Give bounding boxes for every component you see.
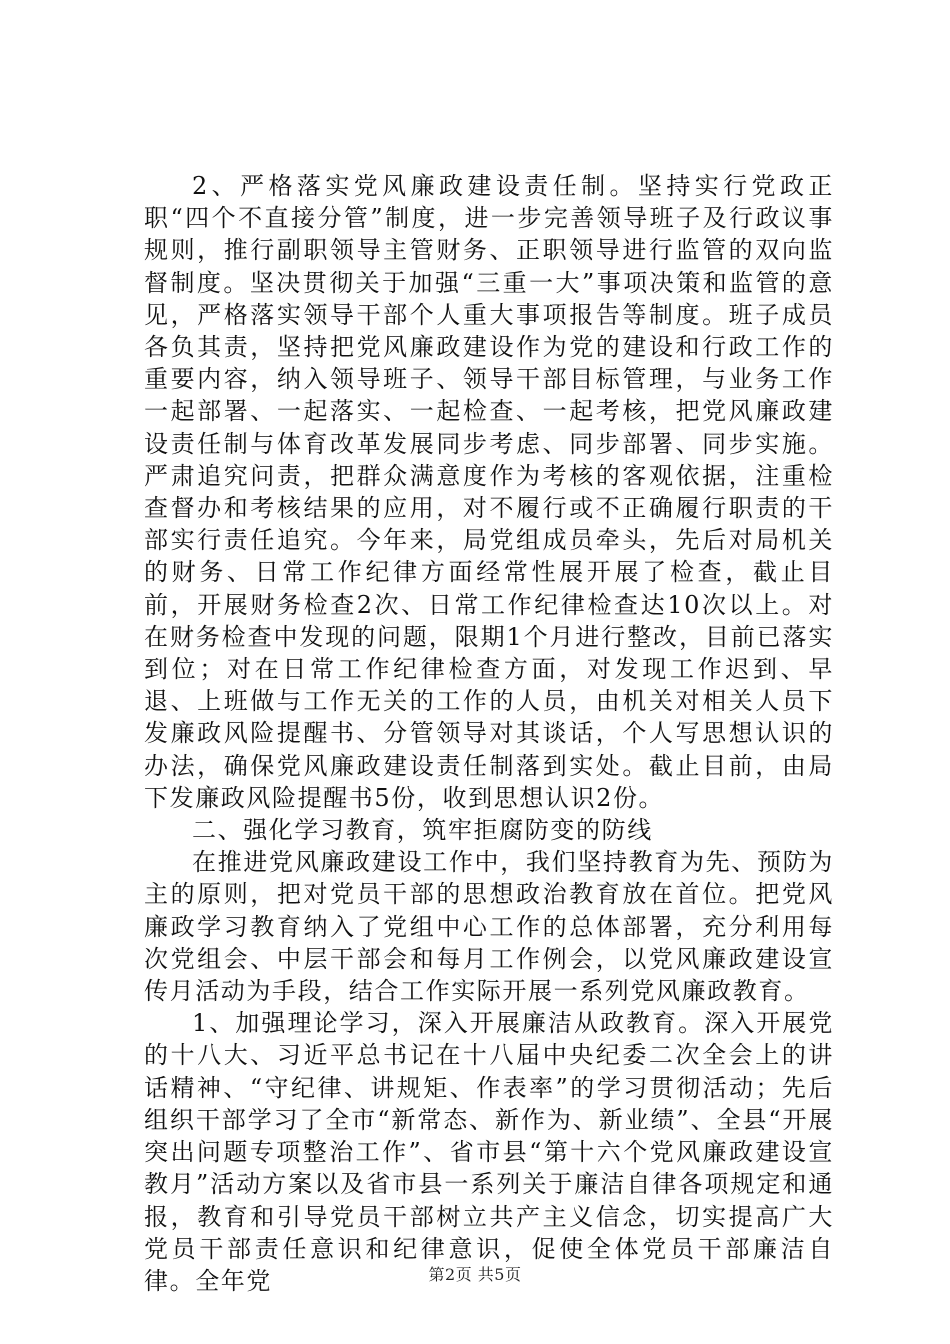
document-body: [144, 170, 834, 1297]
page-number-footer: 第2页 共5页: [428, 1265, 522, 1284]
section-heading-study-education: 二、强化学习教育，筑牢拒腐防变的防线: [192, 816, 653, 845]
paragraph-theory-study: 1、加强理论学习，深入开展廉洁从政教育。深入开展党的十八大、习近平总书记在十八届中央纪委二次全会上的讲话精神、“守纪律、讲规矩、作表率”的学习贯彻活动；先后组织干部学习了全市“新常态、新作为、新业绩”、全县“开展突出问题专项整治工作”、省市县“第十六个党风廉政建设宣教月”活动方案以及省市县一系列关于廉洁自律各项规定和通报，教育和引导党员干部树立共产主义信念，切实提高广大党员干部责任意识和纪律意识，促使全体党员干部廉洁自律。全年党: [144, 1009, 834, 1295]
paragraph-responsibility-system: 2、严格落实党风廉政建设责任制。坚持实行党政正职“四个不直接分管”制度，进一步完善领导班子及行政议事规则，推行副职领导主管财务、正职领导进行监管的双向监督制度。坚决贯彻关于加强“三重一大”事项决策和监管的意见，严格落实领导干部个人重大事项报告等制度。班子成员各负其责，坚持把党风廉政建设作为党的建设和行政工作的重要内容，纳入领导班子、领导干部目标管理，与业务工作一起部署、一起落实、一起检查、一起考核，把党风廉政建设责任制与体育改革发展同步考虑、同步部署、同步实施。严肃追究问责，把群众满意度作为考核的客观依据，注重检查督办和考核结果的应用，对不履行或不正确履行职责的干部实行责任追究。今年来，局党组成员牵头，先后对局机关的财务、日常工作纪律方面经常性展开展了检查，截止目前，开展财务检查2次、日常工作纪律检查达10次以上。对在财务检查中发现的问题，限期1个月进行整改，目前已落实到位；对在日常工作纪律检查方面，对发现工作迟到、早退、上班做与工作无关的工作的人员，由机关对相关人员下发廉政风险提醒书、分管领导对其谈话，个人写思想认识的办法，确保党风廉政建设责任制落到实处。截止目前，由局下发廉政风险提醒书5份，收到思想认识2份。: [144, 172, 834, 812]
paragraph-education-principle: 在推进党风廉政建设工作中，我们坚持教育为先、预防为主的原则，把对党员干部的思想政治教育放在首位。把党风廉政学习教育纳入了党组中心工作的总体部署，充分利用每次党组会、中层干部会和每月工作例会，以党风廉政建设宣传月活动为手段，结合工作实际开展一系列党风廉政教育。: [144, 848, 834, 1006]
